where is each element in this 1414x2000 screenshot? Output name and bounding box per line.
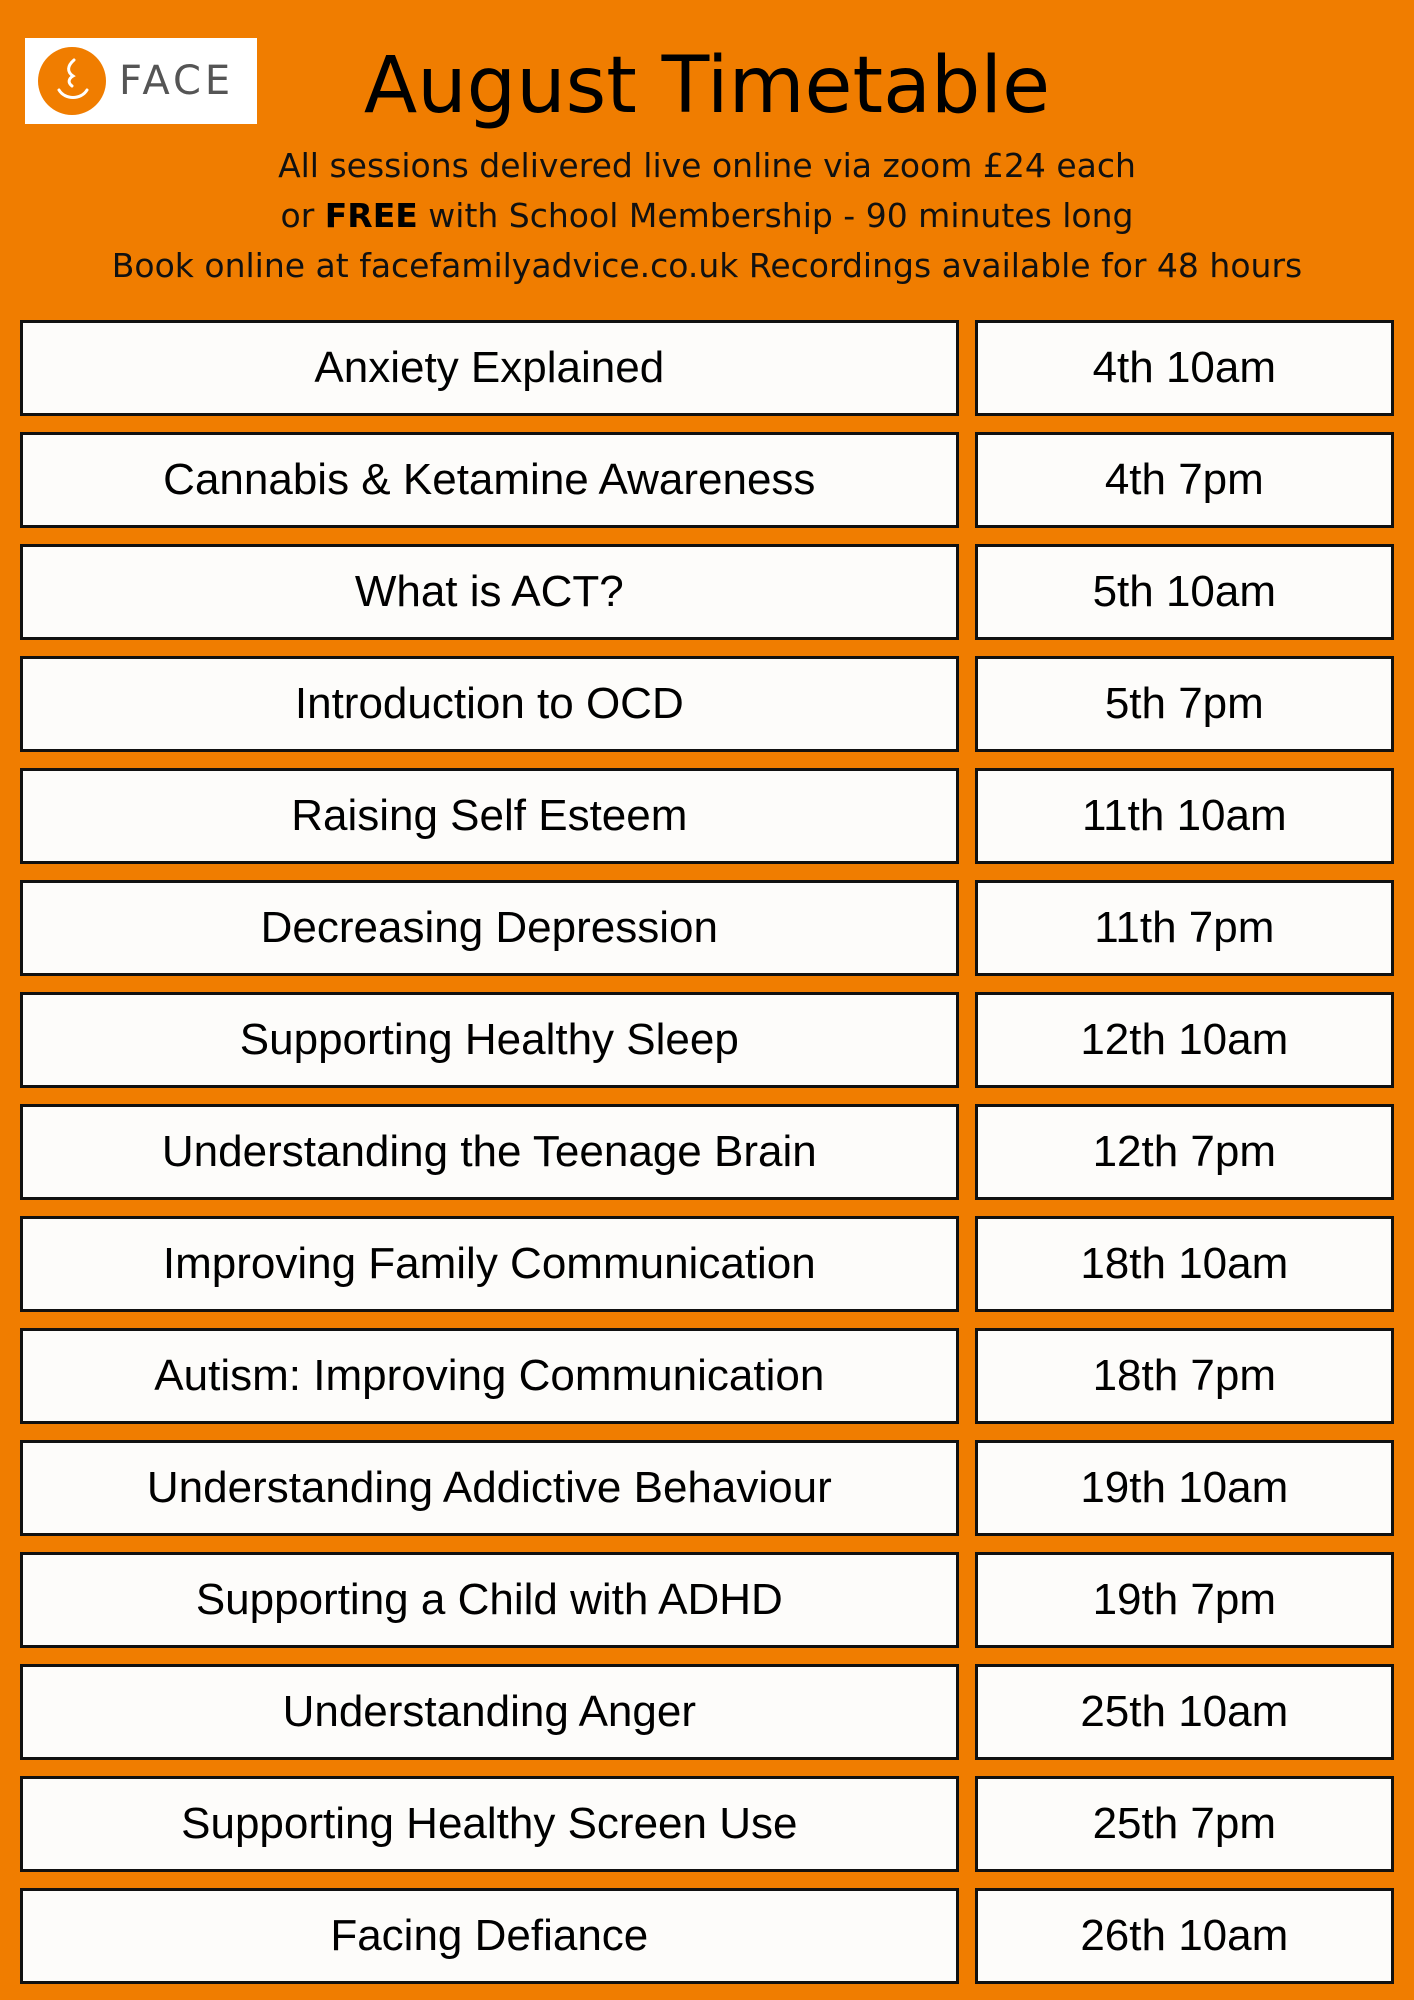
session-time: 11th 7pm [975, 880, 1394, 976]
subtitle-line-2-prefix: or [280, 196, 325, 235]
subtitle-line-2-suffix: with School Membership - 90 minutes long [417, 196, 1134, 235]
session-title: Anxiety Explained [20, 320, 959, 416]
session-time: 12th 10am [975, 992, 1394, 1088]
session-title: Supporting Healthy Screen Use [20, 1776, 959, 1872]
session-time: 25th 7pm [975, 1776, 1394, 1872]
session-time: 19th 7pm [975, 1552, 1394, 1648]
session-time: 5th 10am [975, 544, 1394, 640]
session-title: Introduction to OCD [20, 656, 959, 752]
logo-text: FACE [119, 58, 235, 104]
subtitle-line-1: All sessions delivered live online via zoom £24 each [278, 146, 1136, 185]
session-row [20, 1328, 1394, 1424]
subtitle-line-2 [0, 196, 1414, 236]
session-time: 12th 7pm [975, 1104, 1394, 1200]
page-title: August Timetable [363, 41, 1051, 131]
session-title: Understanding Addictive Behaviour [20, 1440, 959, 1536]
session-row [20, 1104, 1394, 1200]
session-time: 4th 10am [975, 320, 1394, 416]
session-row [20, 1216, 1394, 1312]
session-title: Autism: Improving Communication [20, 1328, 959, 1424]
session-time: 18th 10am [975, 1216, 1394, 1312]
session-time: 25th 10am [975, 1664, 1394, 1760]
session-title: Cannabis & Ketamine Awareness [20, 432, 959, 528]
session-title: Supporting a Child with ADHD [20, 1552, 959, 1648]
session-row [20, 432, 1394, 528]
session-title: Raising Self Esteem [20, 768, 959, 864]
session-time: 19th 10am [975, 1440, 1394, 1536]
session-list [20, 320, 1394, 2000]
session-time: 5th 7pm [975, 656, 1394, 752]
session-title: Facing Defiance [20, 1888, 959, 1984]
session-row [20, 880, 1394, 976]
session-row [20, 544, 1394, 640]
session-row [20, 1776, 1394, 1872]
session-title: Understanding Anger [20, 1664, 959, 1760]
session-row [20, 992, 1394, 1088]
session-title: Supporting Healthy Sleep [20, 992, 959, 1088]
session-time: 26th 10am [975, 1888, 1394, 1984]
session-title: What is ACT? [20, 544, 959, 640]
session-row [20, 1888, 1394, 1984]
session-row [20, 656, 1394, 752]
session-title: Decreasing Depression [20, 880, 959, 976]
session-title: Improving Family Communication [20, 1216, 959, 1312]
free-label: FREE [324, 196, 418, 235]
session-title: Understanding the Teenage Brain [20, 1104, 959, 1200]
session-row [20, 1440, 1394, 1536]
session-time: 18th 7pm [975, 1328, 1394, 1424]
session-row [20, 1552, 1394, 1648]
session-row [20, 320, 1394, 416]
session-time: 11th 10am [975, 768, 1394, 864]
session-row [20, 1664, 1394, 1760]
subtitle-line-3: Book online at facefamilyadvice.co.uk Recordings available for 48 hours [111, 246, 1303, 285]
session-row [20, 768, 1394, 864]
session-time: 4th 7pm [975, 432, 1394, 528]
